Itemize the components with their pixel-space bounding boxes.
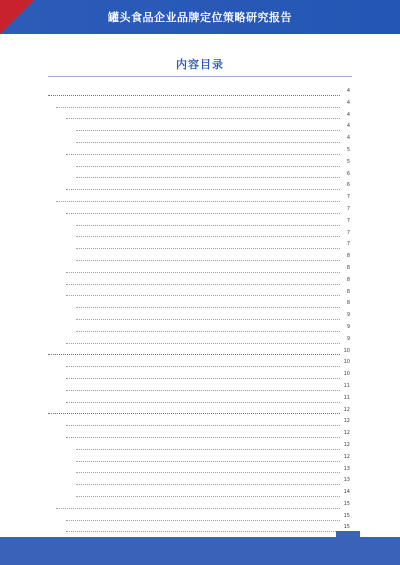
toc-entry-page: 12 xyxy=(343,406,350,413)
toc-entry[interactable] xyxy=(48,499,350,511)
toc-entry-page: 5 xyxy=(346,158,350,165)
toc-entry-page: 9 xyxy=(346,312,350,319)
toc-entry-leader xyxy=(66,182,340,190)
toc-entry-page: 15 xyxy=(343,500,350,507)
toc-entry[interactable] xyxy=(48,405,350,417)
toc-entry-leader xyxy=(76,300,340,308)
toc-entry-leader xyxy=(48,406,340,414)
toc-entry[interactable] xyxy=(48,346,350,358)
toc-entry[interactable] xyxy=(48,157,350,169)
toc-entry[interactable] xyxy=(48,522,350,534)
toc-entry[interactable] xyxy=(48,464,350,476)
toc-entry-page: 7 xyxy=(346,217,350,224)
toc-entry-page: 13 xyxy=(343,465,350,472)
toc-entry-page: 7 xyxy=(346,194,350,201)
toc-entry-leader xyxy=(56,194,340,202)
toc-entry-leader xyxy=(66,383,340,391)
toc-entry-leader xyxy=(76,253,340,261)
toc-entry-leader xyxy=(76,123,340,131)
toc-entry-page: 11 xyxy=(343,394,350,401)
toc-entry-leader xyxy=(76,465,340,473)
toc-entry[interactable] xyxy=(48,440,350,452)
toc-entry[interactable] xyxy=(48,263,350,275)
toc-entry[interactable] xyxy=(48,310,350,322)
toc-entry[interactable] xyxy=(48,369,350,381)
toc-entry-leader xyxy=(66,206,340,214)
toc-entry-page: 12 xyxy=(343,418,350,425)
toc-entry-leader xyxy=(76,477,340,485)
toc-entry[interactable] xyxy=(48,487,350,499)
toc-entry-page: 14 xyxy=(343,489,350,496)
toc-entry[interactable] xyxy=(48,381,350,393)
toc-entry-page: 7 xyxy=(346,229,350,236)
toc-entry[interactable] xyxy=(48,357,350,369)
toc-divider xyxy=(48,76,352,77)
toc-entry-leader xyxy=(66,430,340,438)
report-title: 罐头食品企业品牌定位策略研究报告 xyxy=(108,11,292,24)
toc-entry-page: 4 xyxy=(346,123,350,130)
toc-entry-leader xyxy=(66,288,340,296)
toc-entry-page: 11 xyxy=(343,382,350,389)
toc-entry-leader xyxy=(66,147,340,155)
toc-entry-page: 15 xyxy=(343,512,350,519)
toc-entry[interactable] xyxy=(48,322,350,334)
page-header xyxy=(0,0,400,34)
toc-entry-leader xyxy=(76,135,340,143)
toc-entry-page: 8 xyxy=(346,276,350,283)
toc-entry-leader xyxy=(66,371,340,379)
toc-entry-page: 8 xyxy=(346,264,350,271)
toc-entry[interactable] xyxy=(48,428,350,440)
toc-entry[interactable] xyxy=(48,452,350,464)
toc-entry[interactable] xyxy=(48,275,350,287)
toc-entry[interactable] xyxy=(48,393,350,405)
toc-entry[interactable] xyxy=(48,475,350,487)
toc-entry-leader xyxy=(66,336,340,344)
toc-entry-leader xyxy=(76,218,340,226)
toc-entry-leader xyxy=(56,100,340,108)
toc-entry-page: 9 xyxy=(346,335,350,342)
toc-entry[interactable] xyxy=(48,334,350,346)
toc-entry-page: 8 xyxy=(346,300,350,307)
toc-entry-leader xyxy=(76,324,340,332)
toc-entry[interactable] xyxy=(48,110,350,122)
toc-entry-leader xyxy=(76,159,340,167)
toc-entry-leader xyxy=(66,513,340,521)
toc-entry-leader xyxy=(48,88,340,96)
table-of-contents xyxy=(48,86,350,558)
toc-entry-page: 13 xyxy=(343,477,350,484)
toc-entry-page: 7 xyxy=(346,205,350,212)
toc-entry-page: 4 xyxy=(346,88,350,94)
toc-entry-leader xyxy=(76,442,340,450)
toc-entry-page: 10 xyxy=(343,371,350,378)
toc-entry[interactable] xyxy=(48,86,350,98)
toc-entry-leader xyxy=(66,277,340,285)
toc-entry-leader xyxy=(66,111,340,119)
toc-entry[interactable] xyxy=(48,169,350,181)
toc-entry[interactable] xyxy=(48,121,350,133)
toc-entry-leader xyxy=(66,418,340,426)
toc-entry[interactable] xyxy=(48,180,350,192)
toc-entry-leader xyxy=(76,241,340,249)
toc-entry[interactable] xyxy=(48,216,350,228)
toc-entry-page: 4 xyxy=(346,99,350,106)
toc-entry-page: 4 xyxy=(346,135,350,142)
toc-entry[interactable] xyxy=(48,251,350,263)
toc-entry[interactable] xyxy=(48,228,350,240)
toc-entry-page: 15 xyxy=(343,524,350,531)
toc-entry[interactable] xyxy=(48,145,350,157)
toc-entry-page: 4 xyxy=(346,111,350,118)
toc-entry-leader xyxy=(66,395,340,403)
toc-entry-page: 7 xyxy=(346,241,350,248)
toc-entry-page: 8 xyxy=(346,288,350,295)
toc-entry-page: 10 xyxy=(343,347,350,354)
toc-entry-page: 9 xyxy=(346,323,350,330)
toc-entry-leader xyxy=(76,454,340,462)
toc-entry-leader xyxy=(48,347,340,355)
toc-entry[interactable] xyxy=(48,192,350,204)
toc-entry-page: 6 xyxy=(346,170,350,177)
toc-entry[interactable] xyxy=(48,416,350,428)
toc-entry[interactable] xyxy=(48,511,350,523)
toc-entry[interactable] xyxy=(48,204,350,216)
toc-entry-page: 8 xyxy=(346,253,350,260)
toc-entry-leader xyxy=(66,524,340,532)
toc-entry[interactable] xyxy=(48,287,350,299)
toc-entry-page: 6 xyxy=(346,182,350,189)
toc-entry-leader xyxy=(66,359,340,367)
toc-entry-leader xyxy=(76,170,340,178)
toc-entry-leader xyxy=(56,501,340,509)
toc-entry-page: 12 xyxy=(343,441,350,448)
page-footer xyxy=(0,537,400,565)
toc-entry-page: 10 xyxy=(343,359,350,366)
toc-entry-page: 5 xyxy=(346,146,350,153)
toc-entry-page: 12 xyxy=(343,453,350,460)
toc-entry-leader xyxy=(76,229,340,237)
toc-entry-page: 12 xyxy=(343,430,350,437)
toc-entry[interactable] xyxy=(48,239,350,251)
toc-entry[interactable] xyxy=(48,133,350,145)
toc-entry[interactable] xyxy=(48,298,350,310)
toc-entry-leader xyxy=(76,312,340,320)
toc-heading: 内容目录 xyxy=(176,58,224,71)
toc-entry-leader xyxy=(66,265,340,273)
toc-entry-leader xyxy=(76,489,340,497)
toc-entry[interactable] xyxy=(48,98,350,110)
